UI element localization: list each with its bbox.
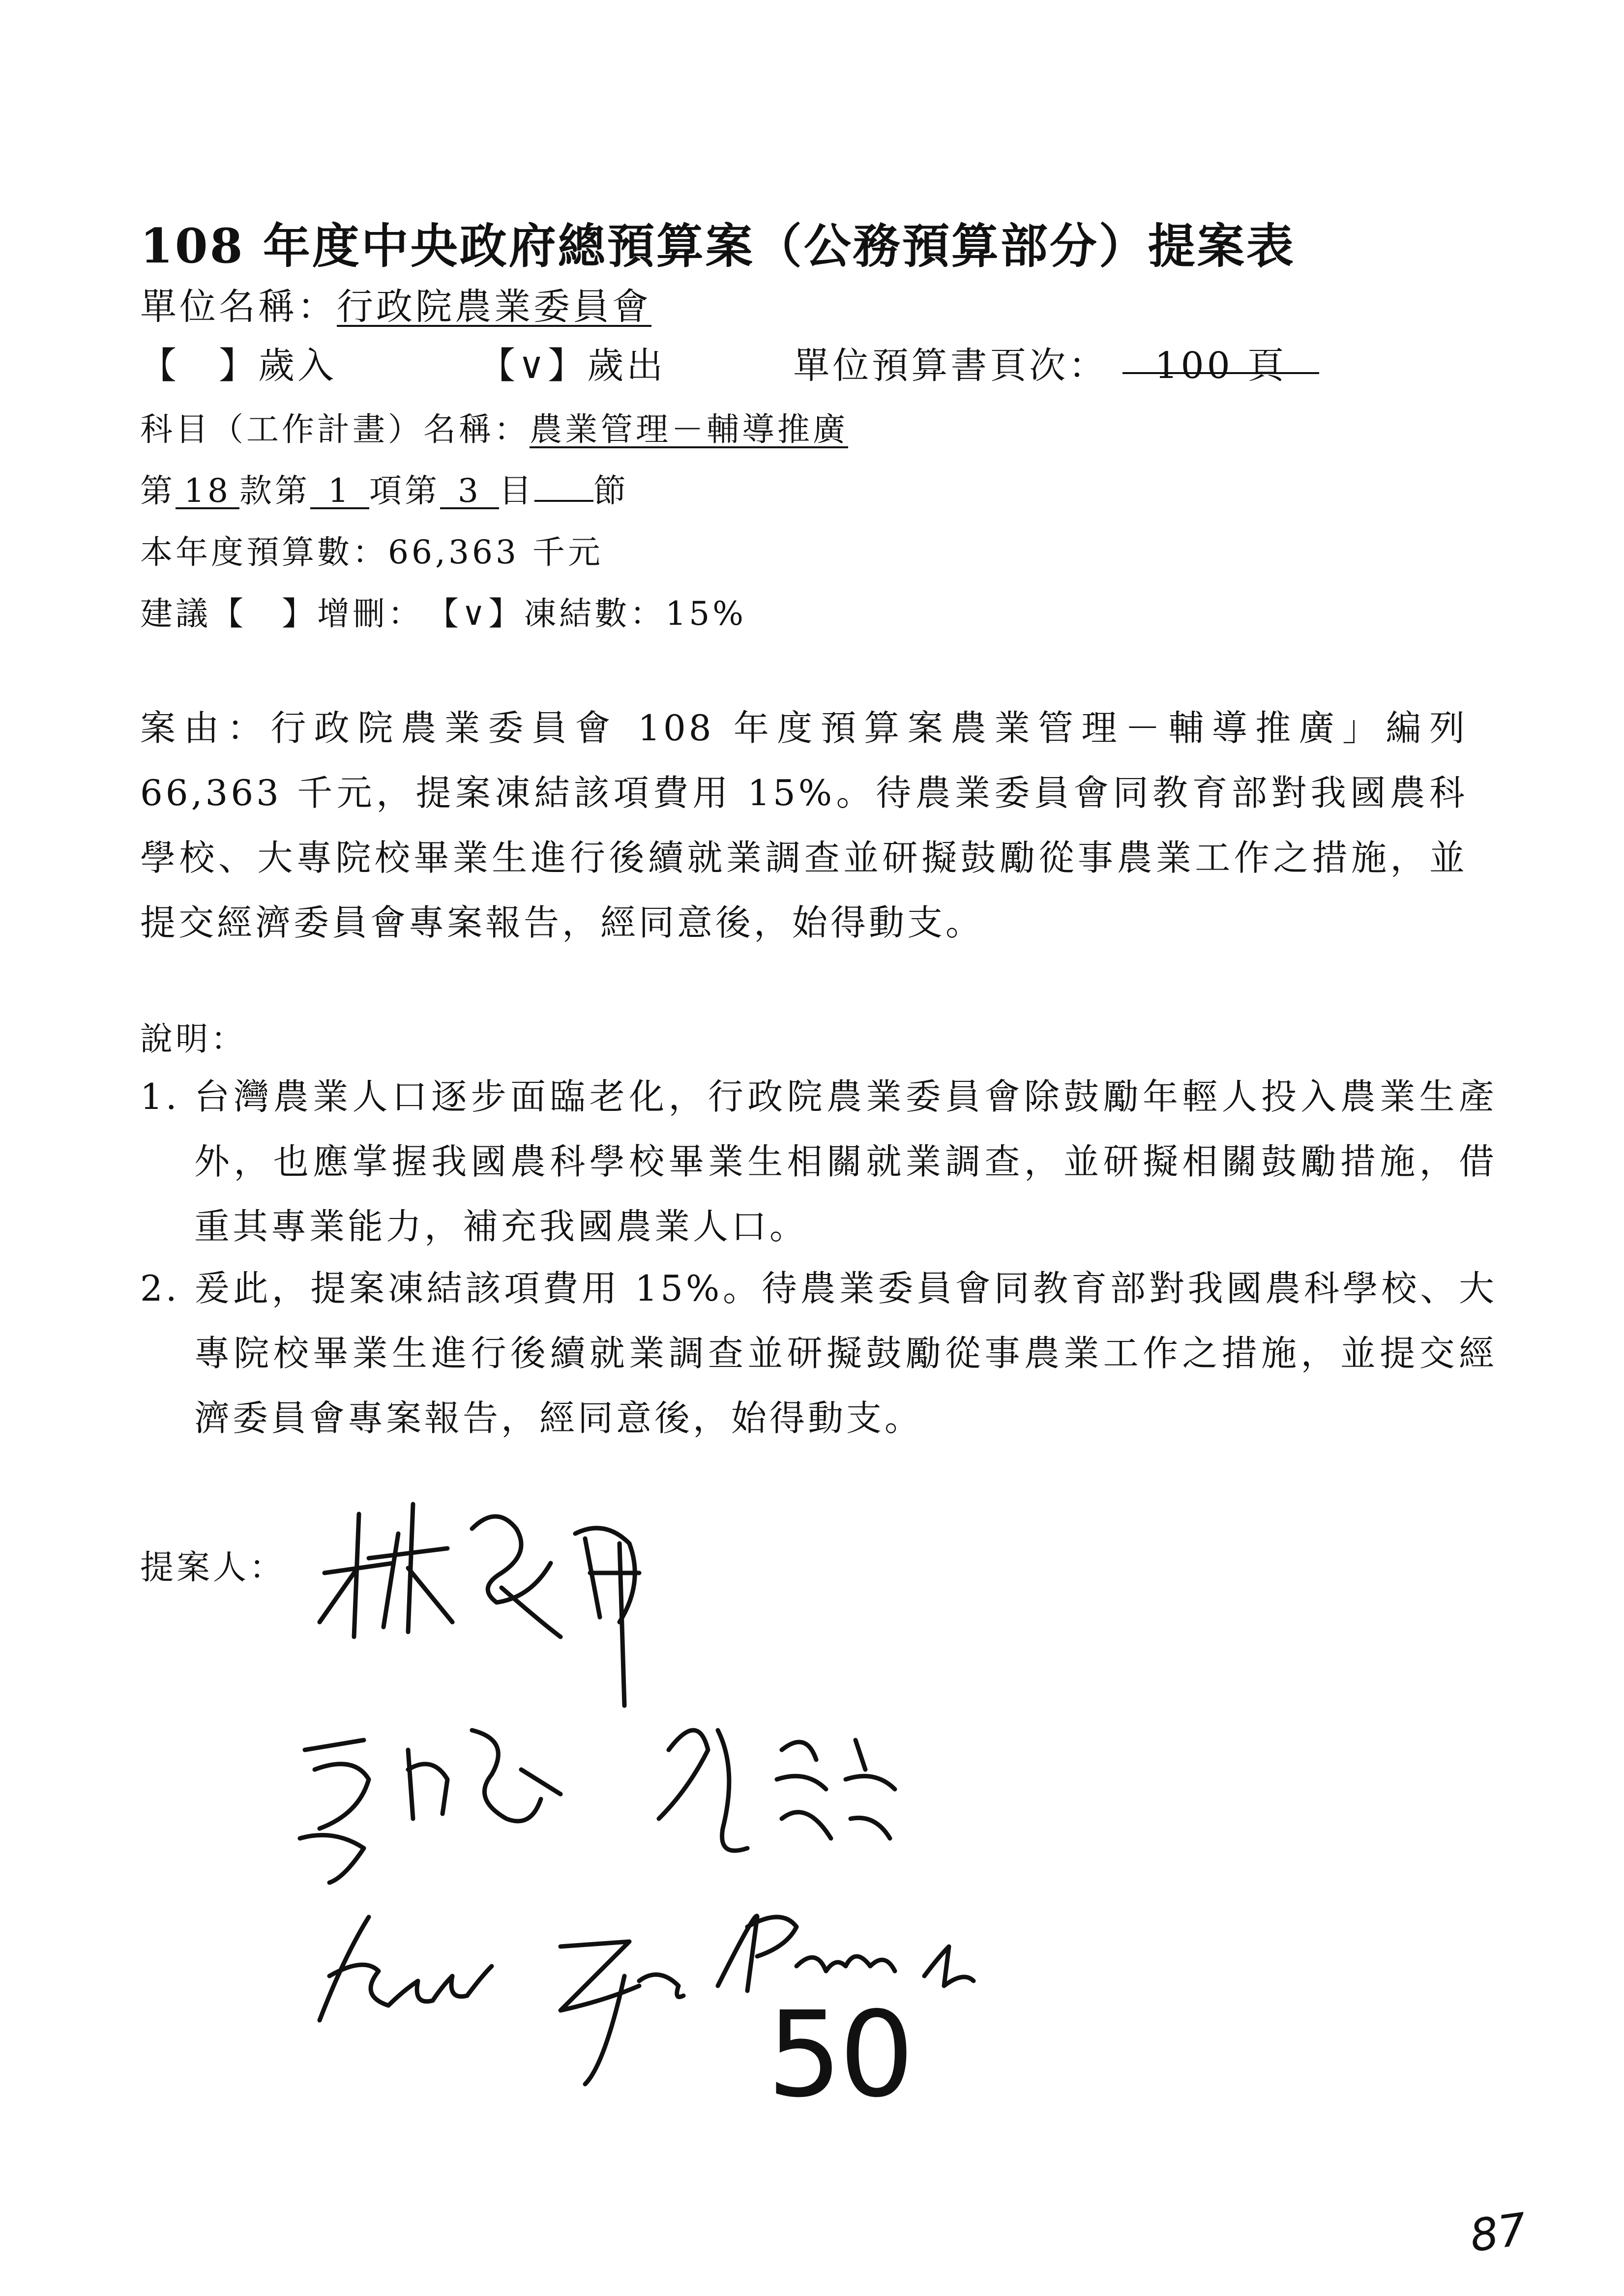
section-mu: 3 [440,472,499,509]
proposal-row: 建議【 】增刪： 【∨】凍結數：15% [140,595,747,633]
section-text: 第 [140,472,176,510]
explanation-item [140,1256,1497,1451]
signature-stroke [561,1942,683,2084]
page-number: 87 [1467,2203,1530,2263]
explanation-item-text: 台灣農業人口逐步面臨老化，行政院農業委員會除鼓勵年輕人投入農業生產外，也應掌握我國農科學校畢業生相關就業調查，並研擬相關鼓勵措施，借重其專業能力，補充我國農業人口。 [194,1076,1497,1247]
signature-stroke [718,1916,974,1991]
page-title: 108 年度中央政府總預算案（公務預算部分）提案表 [140,218,1296,274]
signature-stroke [408,1730,561,1821]
section-row [140,465,629,511]
unit-value: 行政院農業委員會 [337,286,651,328]
signature-stroke [777,1740,895,1838]
signature-stroke [300,1740,369,1883]
subject-label: 科目（工作計畫）名稱： [140,410,530,448]
section-jie [534,465,593,502]
section-text: 項第 [369,472,440,510]
section-text: 目 [499,472,534,510]
section-kuan: 18 [176,472,239,509]
signature-stroke [320,1504,452,1637]
section-text: 節 [593,472,629,510]
section-text: 款第 [239,472,310,510]
subject-row [140,403,848,450]
unit-label: 單位名稱： [140,286,337,328]
expenditure-checkbox: 【∨】歲出 [479,345,666,387]
explanation-label: 說明： [140,1020,246,1058]
explanation-item-number: 2. [140,1268,180,1309]
budget-book-page-label: 單位預算書頁次： [793,345,1108,387]
explanation-item [140,1064,1497,1259]
signature-stroke [472,1516,561,1637]
subject-value: 農業管理－輔導推廣 [530,410,848,448]
proposer-label: 提案人： [140,1548,286,1587]
revenue-checkbox: 【 】歲入 [140,345,337,387]
section-xiang: 1 [310,472,369,509]
reason-paragraph: 案由：行政院農業委員會 108 年度預算案農業管理－輔導推廣」編列 66,363 千元，提案凍結該項費用 15%。待農業委員會同教育部對我國農科學校、大專院校畢業生進行後續就業調查並研擬鼓勵從事農業工作之措施，並提交經濟委員會專案報告，經同意後，始得動支。 [140,707,1468,943]
signature-stroke [659,1730,747,1851]
signature-stroke [575,1528,639,1706]
budget-book-page-value: 100 頁 [1122,337,1319,374]
explanation-item-number: 1. [140,1076,180,1117]
unit-row [140,278,651,330]
budget-amount: 本年度預算數：66,363 千元 [140,533,603,571]
explanation-item-text: 爰此，提案凍結該項費用 15%。待農業委員會同教育部對我國農科學校、大專院校畢業生進行後續就業調查並研擬鼓勵從事農業工作之措施，並提交經濟委員會專案報告，經同意後，始得動支。 [194,1268,1497,1439]
type-row [140,337,1319,389]
handwritten-number: 50 [767,1986,912,2123]
signature-stroke [320,1917,492,2020]
